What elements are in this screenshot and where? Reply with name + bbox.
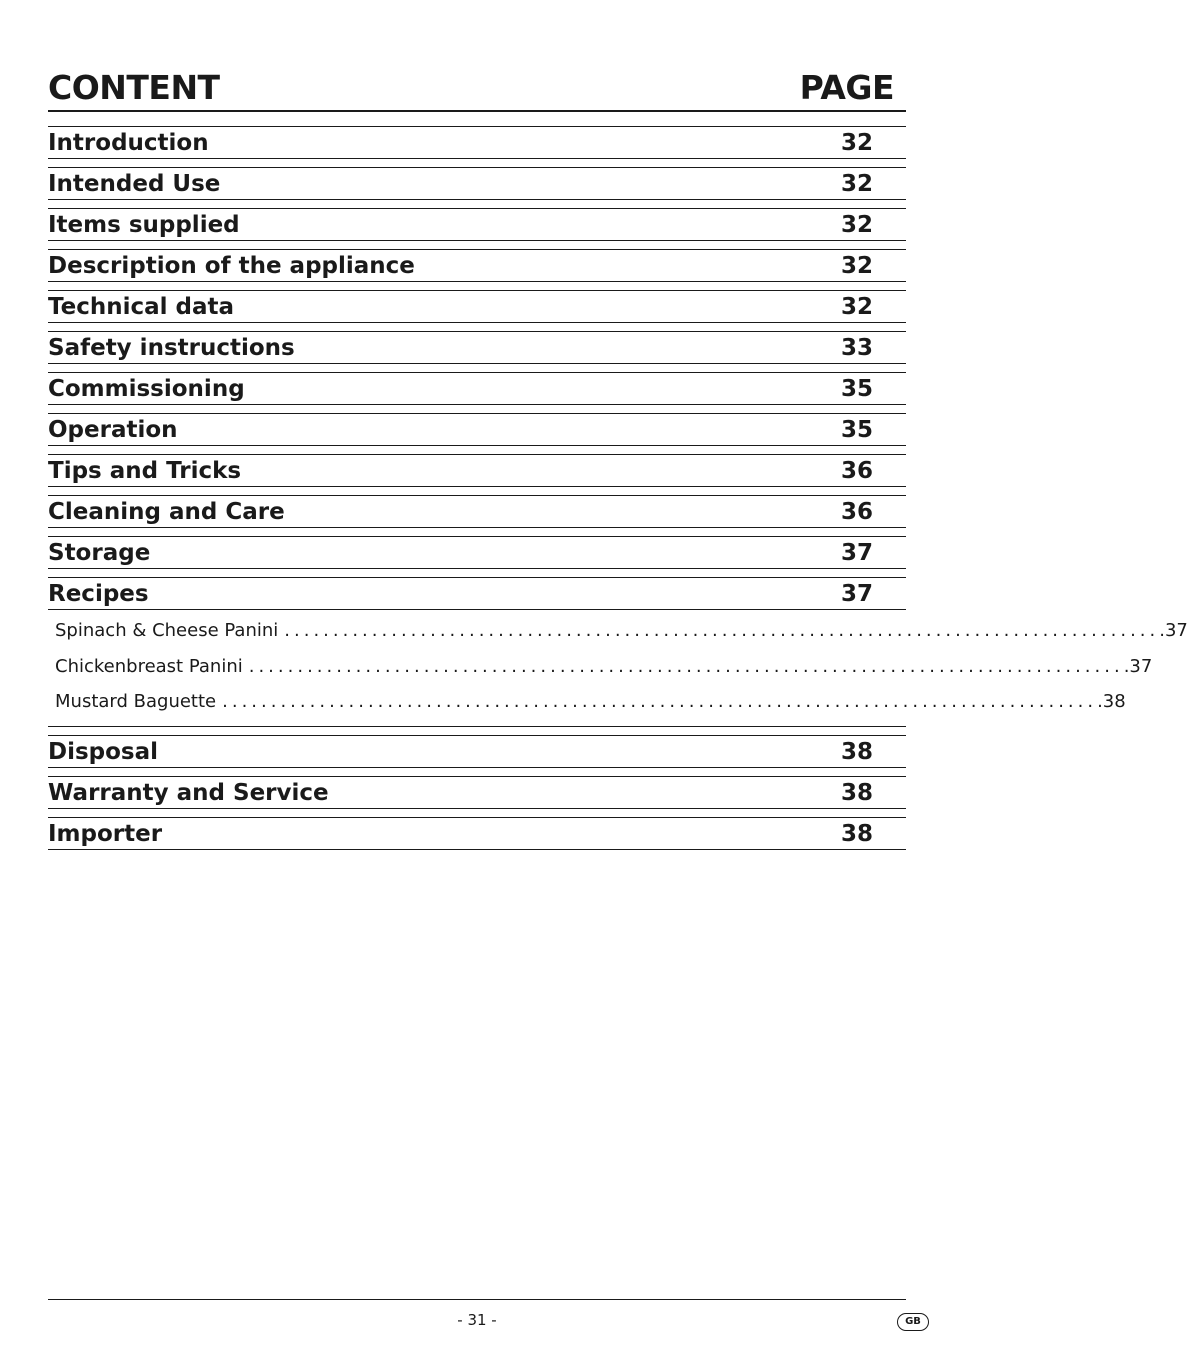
toc-subentry-mustard-baguette[interactable] [48, 684, 1126, 720]
toc-entry-page: 32 [840, 253, 873, 279]
toc-entry-title: Commissioning [48, 376, 245, 402]
toc-entry-page: 38 [840, 820, 873, 847]
toc-subentry-title: Spinach & Cheese Panini [55, 620, 279, 642]
toc-entry-title: Safety instructions [48, 335, 295, 361]
content-heading: CONTENT [48, 68, 220, 107]
toc-entry-title: Storage [48, 540, 151, 566]
dot-leader: .......................................................................................... [222, 691, 1098, 713]
toc-entry-page: 35 [840, 376, 873, 402]
table-of-contents [48, 126, 1188, 858]
toc-entry-page: 32 [840, 171, 873, 197]
toc-entry-title: Disposal [48, 738, 159, 765]
toc-entry-items-supplied[interactable] [48, 208, 906, 241]
toc-entry-title: Operation [48, 417, 178, 443]
toc-entry-page: 37 [840, 581, 873, 607]
toc-entry-commissioning[interactable] [48, 372, 906, 405]
toc-entry-title: Introduction [48, 130, 209, 156]
toc-entry-page: 36 [840, 458, 873, 484]
dot-leader: .......................................................................................... [248, 655, 1124, 677]
toc-entry-page: 38 [840, 738, 873, 765]
toc-entry-disposal[interactable] [48, 735, 906, 768]
toc-entry-page: 36 [840, 499, 873, 525]
toc-entry-storage[interactable] [48, 536, 906, 569]
toc-entry-tips-and-tricks[interactable] [48, 454, 906, 487]
toc-entry-page: 35 [840, 417, 873, 443]
toc-entry-title: Description of the appliance [48, 253, 415, 279]
toc-entry-title: Warranty and Service [48, 779, 329, 806]
toc-entry-introduction[interactable] [48, 126, 906, 159]
toc-entry-title: Tips and Tricks [48, 458, 242, 484]
toc-entry-technical-data[interactable] [48, 290, 906, 323]
toc-entry-page: 37 [840, 540, 873, 566]
toc-entry-intended-use[interactable] [48, 167, 906, 200]
toc-entry-page: 33 [840, 335, 873, 361]
toc-entry-cleaning-and-care[interactable] [48, 495, 906, 528]
page-header [48, 66, 906, 112]
toc-subentry-title: Chickenbreast Panini [55, 655, 243, 677]
toc-subentry-chickenbreast-panini[interactable] [48, 649, 1153, 685]
toc-entry-operation[interactable] [48, 413, 906, 446]
toc-entry-page: 32 [840, 212, 873, 238]
language-badge: GB [897, 1313, 929, 1331]
dot-leader: .......................................................................................... [284, 620, 1160, 642]
toc-entry-title: Items supplied [48, 212, 240, 238]
toc-entry-title: Intended Use [48, 171, 221, 197]
toc-subentry-page: .37 [1123, 655, 1153, 677]
toc-entry-page: 38 [840, 779, 873, 806]
footer-divider [48, 1299, 906, 1300]
toc-entry-title: Recipes [48, 581, 149, 607]
recipe-subentries [48, 610, 1188, 727]
toc-subentry-page: .38 [1097, 691, 1126, 713]
toc-subentry-page: .37 [1159, 620, 1188, 642]
toc-entry-title: Importer [48, 820, 163, 847]
toc-entry-safety-instructions[interactable] [48, 331, 906, 364]
toc-entry-title: Technical data [48, 294, 235, 320]
toc-entry-description[interactable] [48, 249, 906, 282]
toc-entry-page: 32 [840, 130, 873, 156]
toc-entry-page: 32 [840, 294, 873, 320]
toc-entry-recipes[interactable] [48, 577, 906, 610]
toc-subentry-spinach-cheese-panini[interactable] [48, 613, 1188, 649]
toc-subentry-title: Mustard Baguette [55, 691, 217, 713]
page-column-heading: PAGE [799, 68, 894, 107]
toc-entry-importer[interactable] [48, 817, 906, 850]
toc-entry-title: Cleaning and Care [48, 499, 285, 525]
toc-entry-warranty-and-service[interactable] [48, 776, 906, 809]
page-number: - 31 - [457, 1311, 497, 1329]
